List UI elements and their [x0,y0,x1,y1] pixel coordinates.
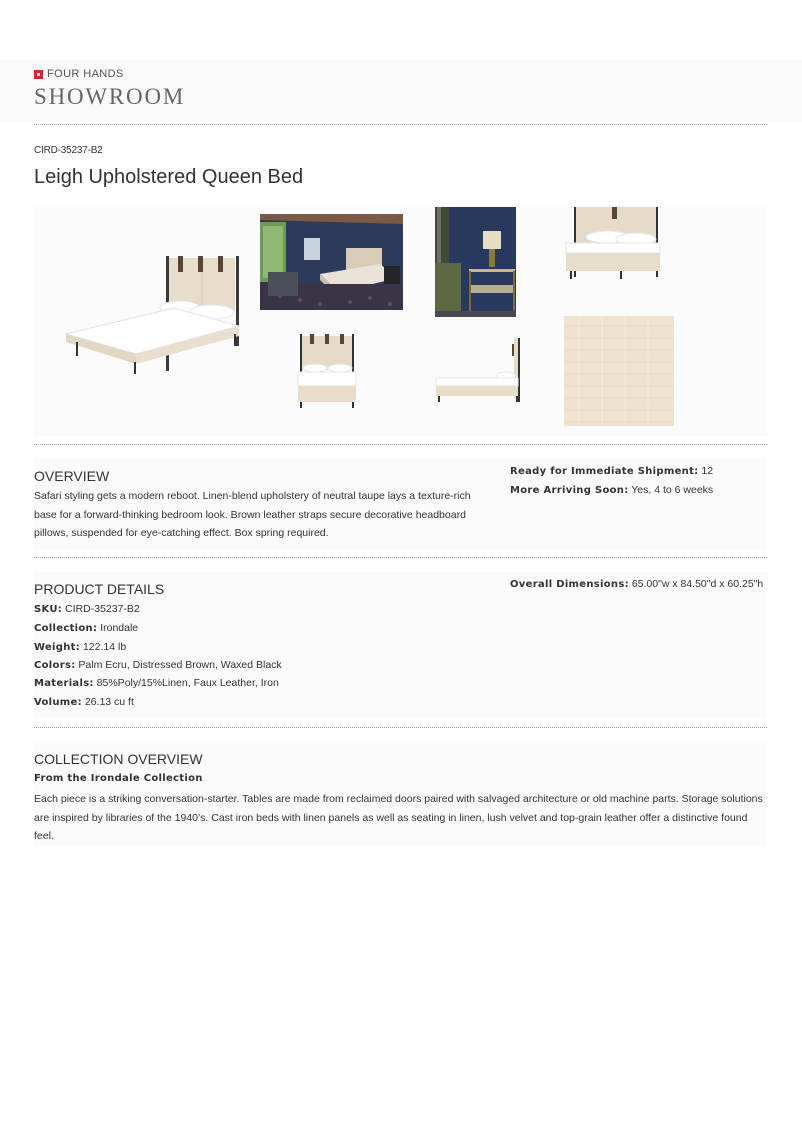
detail-value: 122.14 lb [82,641,127,653]
dimensions-value: 65.00"w x 84.50"d x 60.25"h [631,578,764,590]
product-code: CIRD-35237-B2 [34,145,103,156]
gallery-image-nightstand-scene[interactable] [435,207,516,317]
gallery-image-fabric-swatch[interactable] [564,316,674,426]
arriving-soon [510,484,713,496]
arriving-soon-value: Yes, 4 to 6 weeks [631,484,714,496]
gallery-image-bed-side[interactable] [432,336,524,404]
detail-materials [34,677,279,689]
gallery-image-bed-front-angle[interactable] [54,246,254,376]
detail-label: SKU: [34,604,63,615]
divider [34,557,767,558]
detail-label: Volume: [34,697,82,708]
detail-value: 85%Poly/15%Linen, Faux Leather, Iron [96,677,279,689]
detail-colors [34,659,282,671]
divider [34,124,767,125]
detail-value: Palm Ecru, Distressed Brown, Waxed Black [78,659,282,671]
ready-shipment-label: Ready for Immediate Shipment: [510,466,699,477]
detail-volume [34,696,134,708]
gallery-image-bed-front[interactable] [290,332,360,412]
detail-value: 26.13 cu ft [84,696,134,708]
brand-name: FOUR HANDS [47,68,124,80]
detail-weight [34,641,126,653]
arriving-soon-label: More Arriving Soon: [510,485,629,496]
gallery-image-bedroom-scene[interactable] [260,214,403,310]
detail-label: Weight: [34,642,81,653]
ready-shipment-value: 12 [701,465,714,477]
detail-label: Materials: [34,678,94,689]
gallery-image-headboard-detail[interactable] [564,207,662,280]
detail-label: Collection: [34,623,98,634]
overview-heading: OVERVIEW [34,468,110,484]
divider [34,444,767,445]
collection-heading: COLLECTION OVERVIEW [34,751,203,767]
detail-value: Irondale [100,622,139,634]
detail-sku [34,603,140,615]
product-title: Leigh Upholstered Queen Bed [34,166,304,188]
overall-dimensions [510,578,763,590]
collection-subheading-text: From the Irondale Collection [34,773,203,784]
detail-label: Colors: [34,660,76,671]
ready-shipment [510,465,713,477]
showroom-title: SHOWROOM [34,84,186,109]
brand-logo[interactable] [34,68,124,80]
collection-subheading [34,772,203,784]
collection-text: Each piece is a striking conversation-starter. Tables are made from reclaimed doors paired with salvaged architecture or old machine parts. Storage solutions are inspired by libraries of the 1940’s. Cast iron beds with linen panels as well as seating in linen, lush velvet and top-grain leather offer a distinctive found feel. [34,793,763,842]
divider [34,727,767,728]
detail-collection [34,622,138,634]
dimensions-label: Overall Dimensions: [510,579,629,590]
brand-mark-icon [34,70,43,79]
image-gallery [34,206,767,436]
overview-text: Safari styling gets a modern reboot. Linen-blend upholstery of neutral taupe lays a texture-rich base for a forward-thinking bedroom look. Brown leather straps secure decorative headboard pillows, suspended for eye-catching effect. Box spring required. [34,490,471,539]
detail-value: CIRD-35237-B2 [65,603,140,615]
details-heading: PRODUCT DETAILS [34,581,165,597]
